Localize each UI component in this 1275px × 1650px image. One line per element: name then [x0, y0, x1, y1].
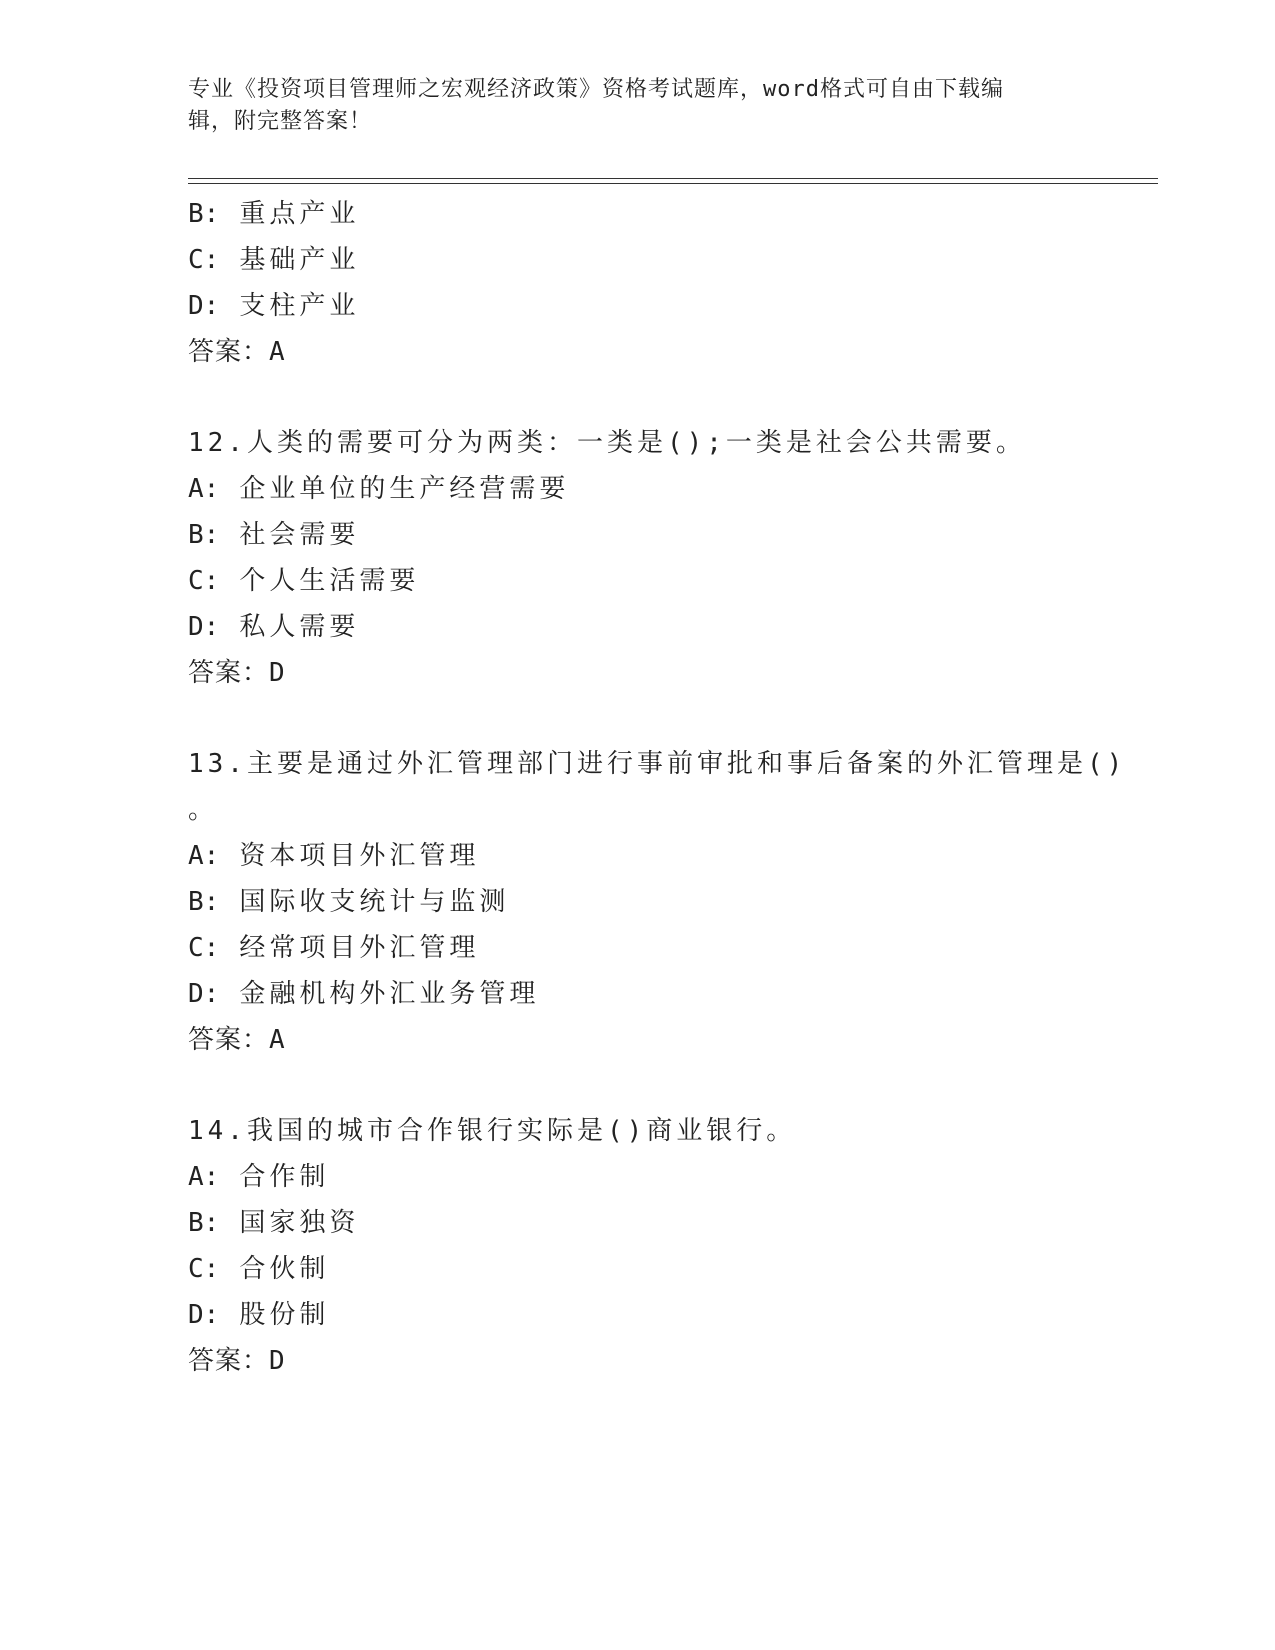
option-key: B:: [188, 1208, 220, 1238]
option-c: [188, 925, 1148, 971]
header-line-1: 专业《投资项目管理师之宏观经济政策》资格考试题库，word格式可自由下载编: [188, 77, 1004, 102]
option-text: 社会需要: [239, 520, 360, 550]
option-text: 重点产业: [239, 199, 360, 229]
option-b: [188, 879, 1148, 925]
option-text: 合伙制: [239, 1254, 330, 1284]
option-a: [188, 466, 1148, 512]
header-divider-top: [188, 178, 1158, 179]
option-a: [188, 1154, 1148, 1200]
option-text: 国际收支统计与监测: [239, 887, 510, 917]
option-d: [188, 1292, 1148, 1338]
question-block-14: [188, 1108, 1148, 1384]
header-divider-bottom: [188, 183, 1158, 184]
question-block-11: [188, 191, 1148, 375]
answer-value: A: [269, 1025, 286, 1055]
question-text: 14.我国的城市合作银行实际是()商业银行。: [188, 1116, 797, 1146]
option-b: [188, 1200, 1148, 1246]
option-c: [188, 237, 1148, 283]
option-key: B:: [188, 887, 220, 917]
option-a: [188, 833, 1148, 879]
answer-label: 答案：: [188, 658, 270, 688]
option-text: 企业单位的生产经营需要: [239, 474, 570, 504]
option-key: D:: [188, 612, 220, 642]
question-text: 12.人类的需要可分为两类：一类是();一类是社会公共需要。: [188, 428, 1026, 458]
option-text: 支柱产业: [239, 291, 360, 321]
option-text: 个人生活需要: [239, 566, 420, 596]
question-block-12: [188, 420, 1148, 696]
answer-value: A: [269, 337, 286, 367]
option-d: [188, 283, 1148, 329]
option-c: [188, 1246, 1148, 1292]
question-block-13: [188, 741, 1148, 1063]
option-b: [188, 191, 1148, 237]
option-key: A:: [188, 1162, 220, 1192]
answer-value: D: [269, 658, 286, 688]
answer-line: [188, 329, 1148, 375]
option-text: 股份制: [239, 1300, 330, 1330]
answer-label: 答案：: [188, 337, 270, 367]
answer-line: [188, 1017, 1148, 1063]
option-c: [188, 558, 1148, 604]
option-d: [188, 971, 1148, 1017]
option-text: 资本项目外汇管理: [239, 841, 480, 871]
option-d: [188, 604, 1148, 650]
option-key: C:: [188, 1254, 220, 1284]
answer-line: [188, 650, 1148, 696]
option-key: C:: [188, 566, 220, 596]
option-key: A:: [188, 841, 220, 871]
question-text-continuation: 。: [188, 795, 219, 825]
answer-label: 答案：: [188, 1346, 270, 1376]
option-text: 经常项目外汇管理: [239, 933, 480, 963]
question-text: 13.主要是通过外汇管理部门进行事前审批和事后备案的外汇管理是(): [188, 749, 1127, 779]
option-text: 合作制: [239, 1162, 330, 1192]
option-key: B:: [188, 199, 220, 229]
option-key: B:: [188, 520, 220, 550]
option-text: 国家独资: [239, 1208, 360, 1238]
option-key: C:: [188, 933, 220, 963]
question-list: [188, 191, 1148, 1384]
option-text: 金融机构外汇业务管理: [239, 979, 540, 1009]
option-text: 私人需要: [239, 612, 360, 642]
option-text: 基础产业: [239, 245, 360, 275]
option-key: A:: [188, 474, 220, 504]
answer-line: [188, 1338, 1148, 1384]
header-line-2: 辑，附完整答案！: [188, 109, 373, 134]
answer-label: 答案：: [188, 1025, 270, 1055]
option-key: C:: [188, 245, 220, 275]
answer-value: D: [269, 1346, 286, 1376]
option-key: D:: [188, 1300, 220, 1330]
option-key: D:: [188, 291, 220, 321]
option-key: D:: [188, 979, 220, 1009]
document-header: [188, 74, 1068, 138]
option-b: [188, 512, 1148, 558]
